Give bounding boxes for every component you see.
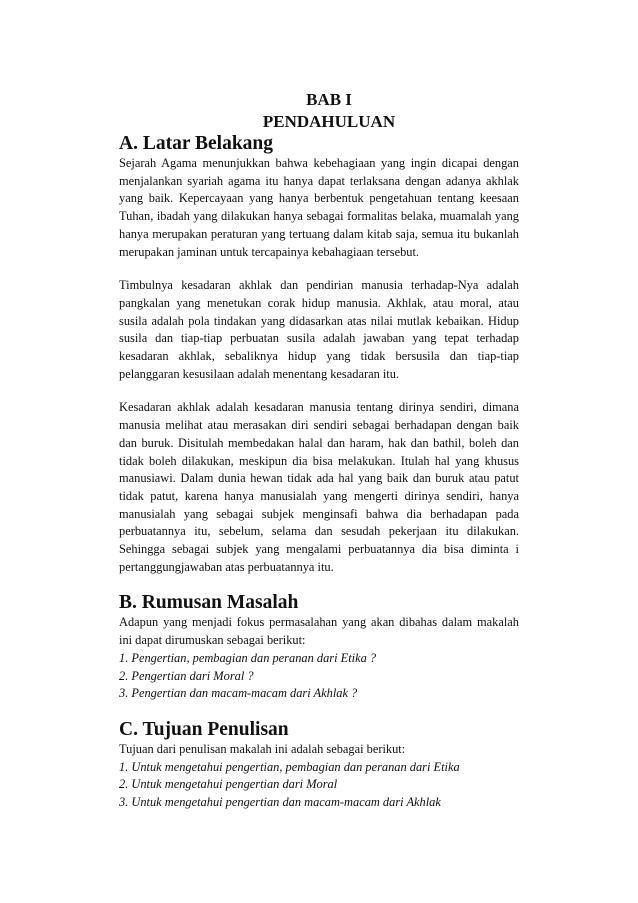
list-item: 2. Untuk mengetahui pengertian dari Moral [119, 777, 338, 792]
section-heading-rumusan-masalah: B. Rumusan Masalah [119, 592, 299, 614]
list-item: 3. Untuk mengetahui pengertian dan macam-macam dari Akhlak [119, 795, 441, 810]
paragraph: Kesadaran akhlak adalah kesadaran manusia tentang dirinya sendiri, dimana manusia melihat atau merasakan diri sendiri sebagai berhadapan dengan baik dan buruk. Disitulah membedakan halal dan haram, hak dan bathil, boleh dan tidak boleh dilakukan, meskipun dia bisa melakukan. Itulah hal yang khusus manusiawi. Dalam dunia hewan tidak ada hal yang baik dan buruk atau patut tidak patut, karena hanya manusialah yang mengerti dirinya sendiri, hanya manusialah yang sebagai subjek menginsafi bahwa dia berhadapan pada perbuatannya itu, sebelum, selama dan sesudah pekerjaan itu dilakukan. Sehingga sebagai subjek yang mengalami perbuatannya dia bisa diminta i pertanggungjawaban atas perbuatannya itu. [119, 400, 519, 574]
list-item: 2. Pengertian dari Moral ? [119, 668, 254, 683]
paragraph: Tujuan dari penulisan makalah ini adalah sebagai berikut: [119, 741, 406, 756]
list-item: 1. Pengertian, pembagian dan peranan dari Etika ? [119, 650, 377, 665]
chapter-title: PENDAHULUAN [262, 112, 396, 131]
chapter-number: BAB I [306, 90, 352, 109]
document-page [119, 89, 519, 812]
list-item: 3. Pengertian dan macam-macam dari Akhlak ? [119, 686, 358, 701]
objective-list [119, 759, 519, 812]
problem-list [119, 650, 519, 703]
section-heading-tujuan-penulisan: C. Tujuan Penulisan [119, 718, 289, 740]
paragraph: Sejarah Agama menunjukkan bahwa kebehagiaan yang ingin dicapai dengan menjalankan syariah agama itu hanya dapat terlaksana dengan adanya akhlak yang baik. Kepercayaan yang hanya berbentuk pengetahuan tentang keesaan Tuhan, ibadah yang dilakukan hanya sebagai formalitas belaka, muamalah yang hanya merupakan peraturan yang tertuang dalam kitab saja, semua itu bukanlah merupakan jaminan untuk tercapainya kebahagiaan tersebut. [119, 156, 519, 259]
paragraph: Adapun yang menjadi fokus permasalahan yang akan dibahas dalam makalah ini dapat dirumuskan sebagai berikut: [119, 615, 519, 648]
section-heading-latar-belakang: A. Latar Belakang [119, 133, 274, 154]
paragraph: Timbulnya kesadaran akhlak dan pendirian manusia terhadap-Nya adalah pangkalan yang menetukan corak hidup manusia. Akhlak, atau moral, atau susila adalah pola tindakan yang didasarkan atas nilai mutlak kebaikan. Hidup susila dan tiap-tiap perbuatan susila adalah jawaban yang tepat terhadap kesadaran akhlak, sebaliknya hidup yang tidak bersusila dan tiap-tiap pelanggaran kesusilaan adalah menentang kesadaran itu. [119, 278, 519, 381]
list-item: 1. Untuk mengetahui pengertian, pembagian dan peranan dari Etika [119, 759, 460, 774]
